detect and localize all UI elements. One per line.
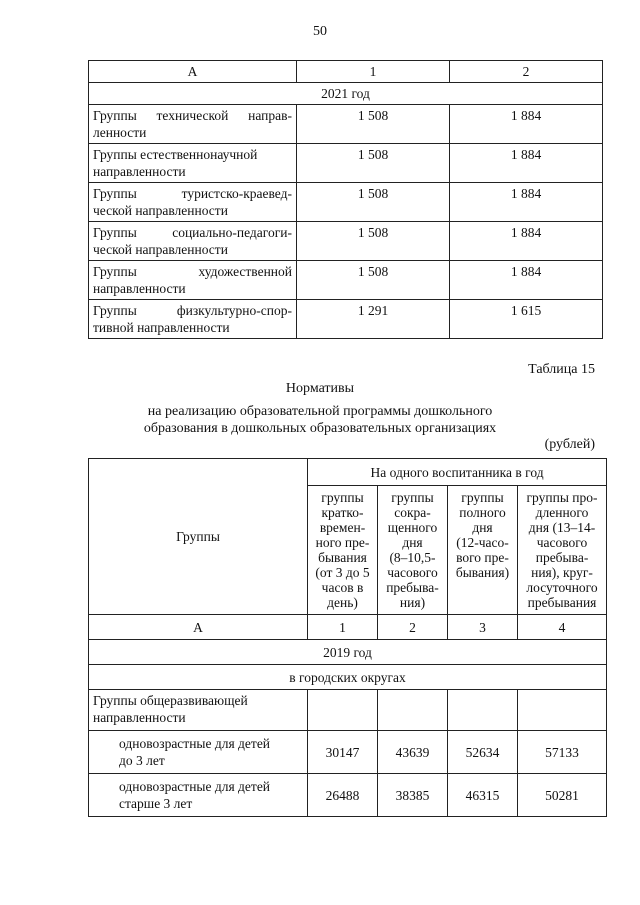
value-cell: 1 615 bbox=[450, 300, 603, 339]
header-line: (от 3 до 5 bbox=[315, 565, 370, 580]
row-name bbox=[89, 222, 297, 261]
header-row-1 bbox=[89, 459, 607, 486]
header-line: (12-часо- bbox=[456, 535, 509, 550]
index-cell: 3 bbox=[448, 615, 518, 640]
table-15-preschool-norms bbox=[88, 458, 607, 817]
value-cell: 1 508 bbox=[297, 183, 450, 222]
sub-col-extended-day bbox=[518, 486, 607, 615]
header-line: бывания bbox=[318, 550, 367, 565]
value-cell: 38385 bbox=[378, 774, 448, 817]
table-row bbox=[89, 183, 603, 222]
row-name-line-1: одновозрастные для детей bbox=[119, 779, 271, 794]
sub-col-short-stay bbox=[308, 486, 378, 615]
section-cell: в городских округах bbox=[89, 665, 607, 690]
table-row bbox=[89, 261, 603, 300]
header-line: дня bbox=[402, 535, 423, 550]
header-line: часового bbox=[387, 565, 438, 580]
group-name bbox=[89, 690, 308, 731]
header-line: лосуточного bbox=[526, 580, 598, 595]
year-cell: 2019 год bbox=[89, 640, 607, 665]
header-line: вого пре- bbox=[456, 550, 509, 565]
header-line: сокра- bbox=[394, 505, 431, 520]
group-name-line-1: Группы общеразвивающей bbox=[93, 693, 248, 708]
section-row bbox=[89, 665, 607, 690]
header-line: группы bbox=[461, 490, 504, 505]
row-name bbox=[89, 300, 297, 339]
row-name-line-2: ческой направленности bbox=[93, 203, 228, 218]
col-header-a: А bbox=[89, 61, 297, 83]
value-cell: 46315 bbox=[448, 774, 518, 817]
header-line: ния), круг- bbox=[531, 565, 593, 580]
row-name-line-1: Группы технической направ- bbox=[93, 108, 292, 123]
row-name-line-1: Группы физкультурно-спор- bbox=[93, 303, 292, 318]
value-cell: 1 508 bbox=[297, 261, 450, 300]
header-line: щенного bbox=[387, 520, 438, 535]
year-row bbox=[89, 640, 607, 665]
header-line: пребыва- bbox=[386, 580, 439, 595]
header-line: времен- bbox=[319, 520, 366, 535]
row-name bbox=[89, 105, 297, 144]
row-name-line-1: Группы социально-педагоги- bbox=[93, 225, 292, 240]
row-name-line-1: Группы естественнонаучной bbox=[93, 147, 258, 162]
col-header-groups: Группы bbox=[89, 459, 308, 615]
table-header-row bbox=[89, 61, 603, 83]
sub-col-reduced-day bbox=[378, 486, 448, 615]
table-row bbox=[89, 300, 603, 339]
empty-cell bbox=[448, 690, 518, 731]
header-line: дня bbox=[472, 520, 493, 535]
row-name bbox=[89, 261, 297, 300]
row-name bbox=[89, 183, 297, 222]
table-label: Таблица 15 bbox=[528, 362, 595, 377]
value-cell: 43639 bbox=[378, 731, 448, 774]
header-line: (8–10,5- bbox=[389, 550, 436, 565]
table-2021-norms bbox=[88, 60, 603, 339]
value-cell: 1 884 bbox=[450, 183, 603, 222]
table-subtitle-line-2: образования в дошкольных образовательных организациях bbox=[143, 421, 497, 436]
row-name-line-2: направленности bbox=[93, 281, 186, 296]
header-line: пребывания bbox=[527, 595, 597, 610]
empty-cell bbox=[308, 690, 378, 731]
header-line: день) bbox=[327, 595, 358, 610]
value-cell: 30147 bbox=[308, 731, 378, 774]
value-cell: 1 508 bbox=[297, 105, 450, 144]
empty-cell bbox=[518, 690, 607, 731]
col-header-1: 1 bbox=[297, 61, 450, 83]
header-line: дня (13–14- bbox=[528, 520, 596, 535]
sub-col-full-day bbox=[448, 486, 518, 615]
row-name-line-2: до 3 лет bbox=[119, 753, 165, 768]
header-line: пребыва- bbox=[535, 550, 589, 565]
year-row bbox=[89, 83, 603, 105]
table-row bbox=[89, 731, 607, 774]
value-cell: 1 884 bbox=[450, 144, 603, 183]
value-cell: 50281 bbox=[518, 774, 607, 817]
table-row bbox=[89, 144, 603, 183]
value-cell: 26488 bbox=[308, 774, 378, 817]
table-subtitle-line-1: на реализацию образовательной программы дошкольного bbox=[147, 404, 493, 419]
header-line: полного bbox=[459, 505, 506, 520]
table-row bbox=[89, 222, 603, 261]
header-line: часов в bbox=[321, 580, 364, 595]
header-line: дленного bbox=[535, 505, 589, 520]
value-cell: 1 291 bbox=[297, 300, 450, 339]
page-number: 50 bbox=[313, 24, 327, 39]
value-cell: 1 884 bbox=[450, 222, 603, 261]
row-name-line-1: одновозрастные для детей bbox=[119, 736, 271, 751]
header-line: группы bbox=[321, 490, 364, 505]
index-cell: А bbox=[89, 615, 308, 640]
row-name-line-2: ленности bbox=[93, 125, 147, 140]
row-name-line-2: ческой направленности bbox=[93, 242, 228, 257]
empty-cell bbox=[378, 690, 448, 731]
header-line: бывания) bbox=[455, 565, 510, 580]
row-name-line-2: тивной направленности bbox=[93, 320, 230, 335]
header-line: группы про- bbox=[526, 490, 598, 505]
row-name bbox=[89, 731, 308, 774]
row-name-line-1: Группы художественной bbox=[93, 264, 292, 279]
row-name-line-2: направленности bbox=[93, 164, 186, 179]
row-name-line-1: Группы туристско-краевед- bbox=[93, 186, 292, 201]
col-header-per-child: На одного воспитанника в год bbox=[308, 459, 607, 486]
table-row bbox=[89, 105, 603, 144]
header-line: часового bbox=[536, 535, 588, 550]
value-cell: 57133 bbox=[518, 731, 607, 774]
col-header-2: 2 bbox=[450, 61, 603, 83]
index-cell: 1 bbox=[308, 615, 378, 640]
header-line: кратко- bbox=[321, 505, 364, 520]
year-cell: 2021 год bbox=[89, 83, 603, 105]
index-row bbox=[89, 615, 607, 640]
group-row bbox=[89, 690, 607, 731]
value-cell: 1 508 bbox=[297, 222, 450, 261]
row-name bbox=[89, 144, 297, 183]
group-name-line-2: направленности bbox=[93, 710, 186, 725]
row-name-line-2: старше 3 лет bbox=[119, 796, 193, 811]
table-row bbox=[89, 774, 607, 817]
value-cell: 1 508 bbox=[297, 144, 450, 183]
index-cell: 4 bbox=[518, 615, 607, 640]
row-name bbox=[89, 774, 308, 817]
index-cell: 2 bbox=[378, 615, 448, 640]
value-cell: 1 884 bbox=[450, 261, 603, 300]
header-line: ния) bbox=[399, 595, 426, 610]
table-title: Нормативы bbox=[285, 381, 355, 396]
value-cell: 1 884 bbox=[450, 105, 603, 144]
value-cell: 52634 bbox=[448, 731, 518, 774]
header-line: ного пре- bbox=[315, 535, 370, 550]
unit-label: (рублей) bbox=[544, 437, 595, 452]
header-line: группы bbox=[391, 490, 434, 505]
